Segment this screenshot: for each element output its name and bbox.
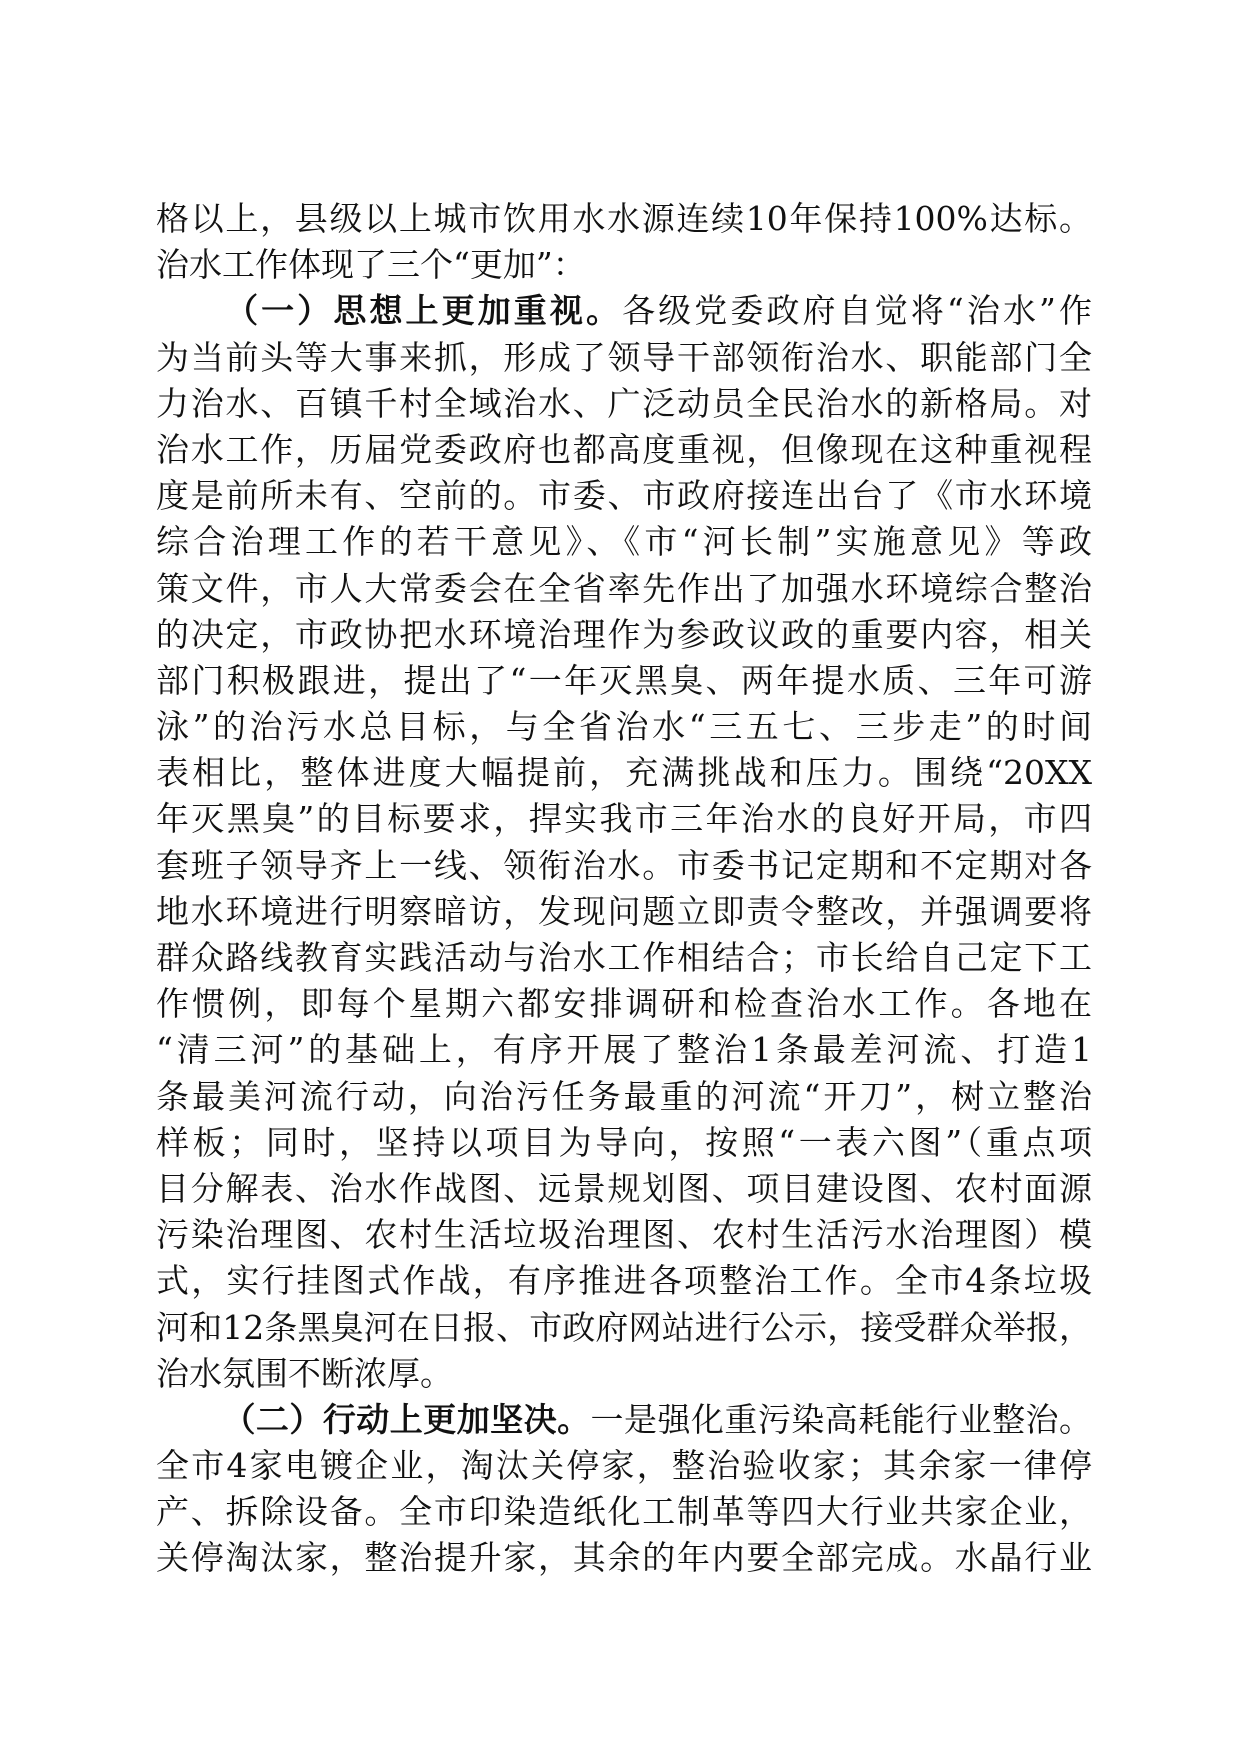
line-text: 格以上，县级以上城市饮用水水源连续10年保持100%达标。 bbox=[156, 199, 1092, 238]
line-text: 地水环境进行明察暗访，发现问题立即责令整改，并强调要将 bbox=[156, 891, 1092, 931]
line-text: 产、拆除设备。全市印染造纸化工制革等四大行业共家企业， bbox=[156, 1492, 1092, 1532]
line-text: 样板；同时，坚持以项目为导向，按照“一表六图”（重点项 bbox=[156, 1122, 1092, 1162]
line-text: 套班子领导齐上一线、领衔治水。市委书记定期和不定期对各 bbox=[156, 845, 1092, 885]
line-text: 关停淘汰家，整治提升家，其余的年内要全部完成。水晶行业 bbox=[156, 1538, 1092, 1578]
text-line bbox=[156, 1027, 1092, 1073]
text-line bbox=[156, 1351, 1092, 1397]
line-text: 目分解表、治水作战图、远景规划图、项目建设图、农村面源 bbox=[156, 1168, 1092, 1208]
text-line bbox=[156, 1305, 1092, 1351]
line-text: 河和12条黑臭河在日报、市政府网站进行公示，接受群众举报， bbox=[156, 1307, 1092, 1347]
text-line bbox=[156, 519, 1092, 565]
text-line bbox=[156, 473, 1092, 519]
text-line bbox=[156, 1258, 1092, 1304]
text-line bbox=[156, 750, 1092, 796]
text-line bbox=[156, 1074, 1092, 1120]
text-line bbox=[156, 381, 1092, 427]
line-text: “清三河”的基础上，有序开展了整治1条最差河流、打造1 bbox=[156, 1030, 1092, 1070]
line-text: 年灭黑臭”的目标要求，捍实我市三年治水的良好开局，市四 bbox=[156, 799, 1092, 839]
line-text: 全市4家电镀企业，淘汰关停家，整治验收家；其余家一律停 bbox=[156, 1446, 1092, 1486]
text-line bbox=[156, 196, 1092, 242]
text-line bbox=[156, 1166, 1092, 1212]
line-text: 群众路线教育实践活动与治水工作相结合；市长给自己定下工 bbox=[156, 938, 1092, 977]
line-text: 治水氛围不断浓厚。 bbox=[156, 1353, 453, 1393]
text-line bbox=[156, 566, 1092, 612]
text-line bbox=[156, 242, 1092, 288]
text-line bbox=[156, 1443, 1092, 1489]
line-text: 各级党委政府自觉将“治水”作 bbox=[622, 291, 1093, 331]
line-text: 为当前头等大事来抓，形成了领导干部领衔治水、职能部门全 bbox=[156, 337, 1092, 377]
line-text: 污染治理图、农村生活垃圾治理图、农村生活污水治理图）模 bbox=[156, 1215, 1092, 1255]
text-line bbox=[156, 1120, 1092, 1166]
text-line bbox=[156, 1212, 1092, 1258]
text-line bbox=[156, 796, 1092, 842]
line-text: 泳”的治污水总目标，与全省治水“三五七、三步走”的时间 bbox=[156, 707, 1092, 747]
text-line bbox=[156, 1397, 1092, 1443]
text-line bbox=[156, 981, 1092, 1027]
line-text: 表相比，整体进度大幅提前，充满挑战和压力。围绕“20XX bbox=[156, 753, 1092, 793]
text-line bbox=[156, 1489, 1092, 1535]
text-line bbox=[156, 889, 1092, 935]
section-heading: （二）行动上更加坚决。 bbox=[222, 1399, 591, 1439]
text-line bbox=[156, 704, 1092, 750]
body-text bbox=[156, 196, 1092, 1582]
line-text: 的决定，市政协把水环境治理作为参政议政的重要内容，相关 bbox=[156, 614, 1092, 654]
line-text: 部门积极跟进，提出了“一年灭黑臭、两年提水质、三年可游 bbox=[156, 660, 1092, 700]
section-heading: （一）思想上更加重视。 bbox=[222, 291, 623, 331]
line-text: 力治水、百镇千村全域治水、广泛动员全民治水的新格局。对 bbox=[156, 383, 1092, 423]
text-line bbox=[156, 335, 1092, 381]
line-text: 作惯例，即每个星期六都安排调研和检查治水工作。各地在 bbox=[156, 984, 1092, 1024]
text-line bbox=[156, 935, 1092, 981]
line-text: 策文件，市人大常委会在全省率先作出了加强水环境综合整治 bbox=[156, 568, 1092, 608]
line-text: 综合治理工作的若干意见》、《市“河长制”实施意见》等政 bbox=[156, 522, 1092, 562]
text-line bbox=[156, 1535, 1092, 1581]
line-text: 度是前所未有、空前的。市委、市政府接连出台了《市水环境 bbox=[156, 476, 1092, 516]
line-text: 治水工作，历届党委政府也都高度重视，但像现在这种重视程 bbox=[156, 429, 1092, 469]
text-line bbox=[156, 427, 1092, 473]
line-text: 治水工作体现了三个“更加”： bbox=[156, 245, 586, 285]
text-line bbox=[156, 612, 1092, 658]
line-text: 一是强化重污染高耗能行业整治。 bbox=[590, 1399, 1093, 1439]
line-text: 条最美河流行动，向治污任务最重的河流“开刀”，树立整治 bbox=[156, 1076, 1092, 1116]
text-line bbox=[156, 843, 1092, 889]
line-text: 式，实行挂图式作战，有序推进各项整治工作。全市4条垃圾 bbox=[156, 1261, 1092, 1301]
text-line bbox=[156, 288, 1092, 334]
text-line bbox=[156, 658, 1092, 704]
